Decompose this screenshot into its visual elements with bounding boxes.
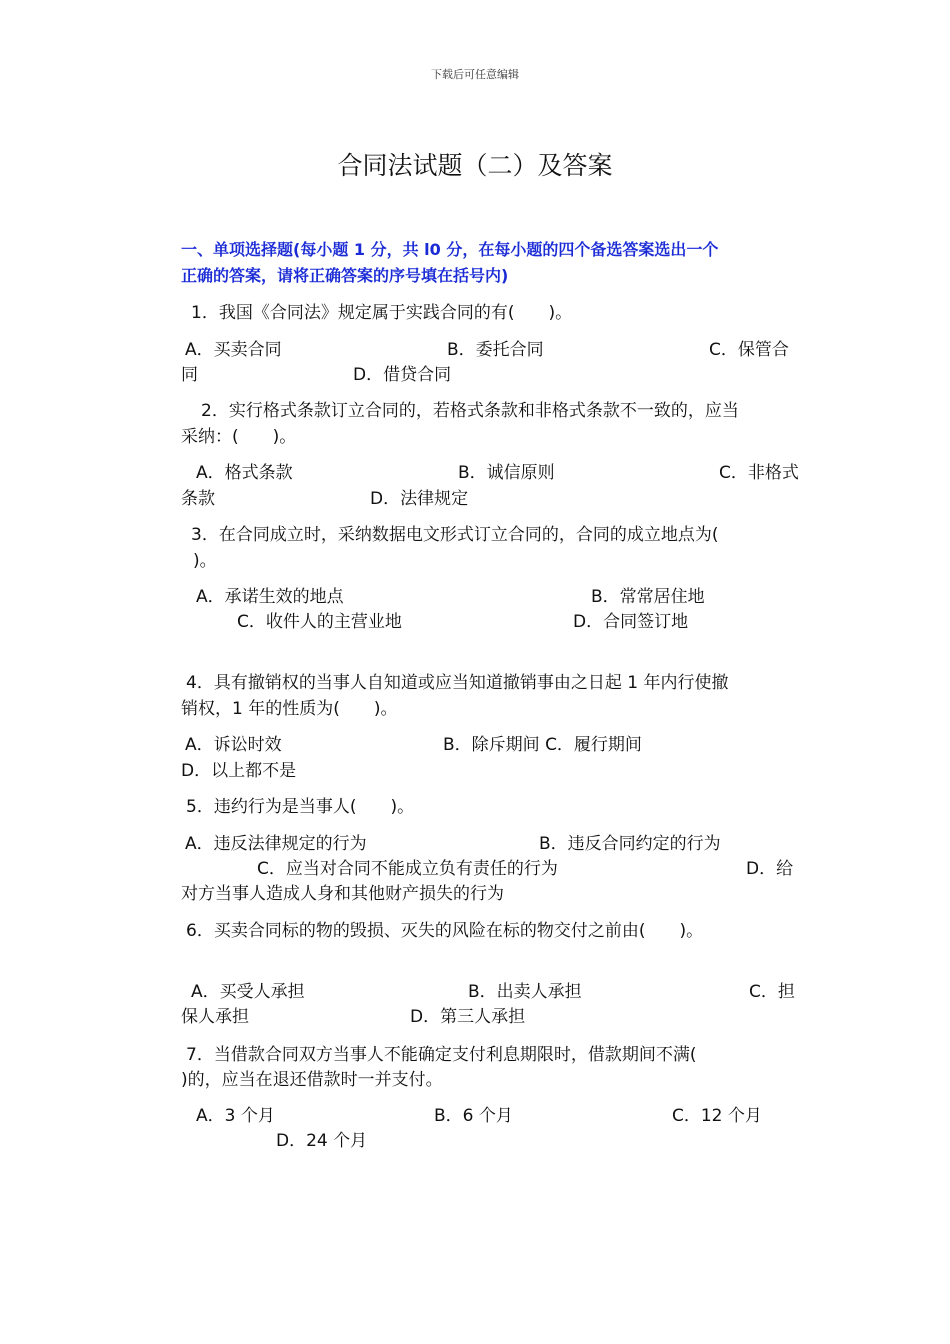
question-6-stem: 6．买卖合同标的物的毁损、灭失的风险在标的物交付之前由( )。 xyxy=(186,921,704,941)
section-heading-line-1: 一、单项选择题(每小题 1 分，共 l0 分，在每小题的四个备选答案选出一个 xyxy=(181,240,719,259)
q1-option-c: C．保管合 xyxy=(709,340,789,360)
q6-option-a: A．买受人承担 xyxy=(191,982,305,1002)
question-7-stem-line-2: )的，应当在退还借款时一并支付。 xyxy=(181,1070,443,1090)
question-7-stem-line-1: 7．当借款合同双方当事人不能确定支付利息期限时，借款期间不满( xyxy=(186,1045,697,1065)
q6-option-b: B．出卖人承担 xyxy=(468,982,582,1002)
question-3-stem-line-1: 3．在合同成立时，采纳数据电文形式订立合同的，合同的成立地点为( xyxy=(191,525,719,545)
q5-option-d-cont: 对方当事人造成人身和其他财产损失的行为 xyxy=(181,884,504,904)
q3-option-c: C．收件人的主营业地 xyxy=(237,612,402,632)
q7-option-c: C．12 个月 xyxy=(672,1106,762,1126)
q5-option-c: C．应当对合同不能成立负有责任的行为 xyxy=(257,859,558,879)
q2-option-a: A．格式条款 xyxy=(196,463,293,483)
question-5-stem: 5．违约行为是当事人( )。 xyxy=(186,797,415,817)
q2-option-d: D．法律规定 xyxy=(370,489,469,509)
q2-option-c: C．非格式 xyxy=(719,463,799,483)
q7-option-a: A．3 个月 xyxy=(196,1106,275,1126)
q4-option-b-c: B．除斥期间 C．履行期间 xyxy=(443,735,642,755)
q1-option-c-cont: 同 xyxy=(181,365,198,385)
question-3-stem-line-2: )。 xyxy=(193,551,217,571)
page-header: 下载后可任意编辑 xyxy=(431,68,519,81)
q6-option-c: C．担 xyxy=(749,982,795,1002)
q5-option-d: D．给 xyxy=(746,859,794,879)
question-4-stem-line-2: 销权，1 年的性质为( )。 xyxy=(181,699,398,719)
q5-option-b: B．违反合同约定的行为 xyxy=(539,834,721,854)
q2-option-c-cont: 条款 xyxy=(181,489,215,509)
q4-option-a: A．诉讼时效 xyxy=(185,735,282,755)
section-heading-line-2: 正确的答案，请将正确答案的序号填在括号内) xyxy=(181,266,509,285)
q3-option-a: A．承诺生效的地点 xyxy=(196,587,344,607)
q1-option-d: D．借贷合同 xyxy=(353,365,452,385)
q6-option-c-cont: 保人承担 xyxy=(181,1007,249,1027)
q1-option-b: B．委托合同 xyxy=(447,340,544,360)
q7-option-b: B．6 个月 xyxy=(434,1106,513,1126)
q5-option-a: A．违反法律规定的行为 xyxy=(185,834,367,854)
question-2-stem-line-2: 采纳：( )。 xyxy=(181,427,297,447)
q6-option-d: D．第三人承担 xyxy=(410,1007,526,1027)
question-2-stem-line-1: 2．实行格式条款订立合同的，若格式条款和非格式条款不一致的，应当 xyxy=(201,401,739,421)
question-1-stem: 1．我国《合同法》规定属于实践合同的有( )。 xyxy=(191,303,573,323)
q2-option-b: B．诚信原则 xyxy=(458,463,555,483)
document-title: 合同法试题（二）及答案 xyxy=(337,151,613,180)
q3-option-d: D．合同签订地 xyxy=(573,612,689,632)
q7-option-d: D．24 个月 xyxy=(276,1131,368,1151)
q4-option-d: D．以上都不是 xyxy=(181,761,297,781)
q1-option-a: A．买卖合同 xyxy=(185,340,282,360)
question-4-stem-line-1: 4．具有撤销权的当事人自知道或应当知道撤销事由之日起 1 年内行使撤 xyxy=(186,673,729,693)
q3-option-b: B．常常居住地 xyxy=(591,587,705,607)
